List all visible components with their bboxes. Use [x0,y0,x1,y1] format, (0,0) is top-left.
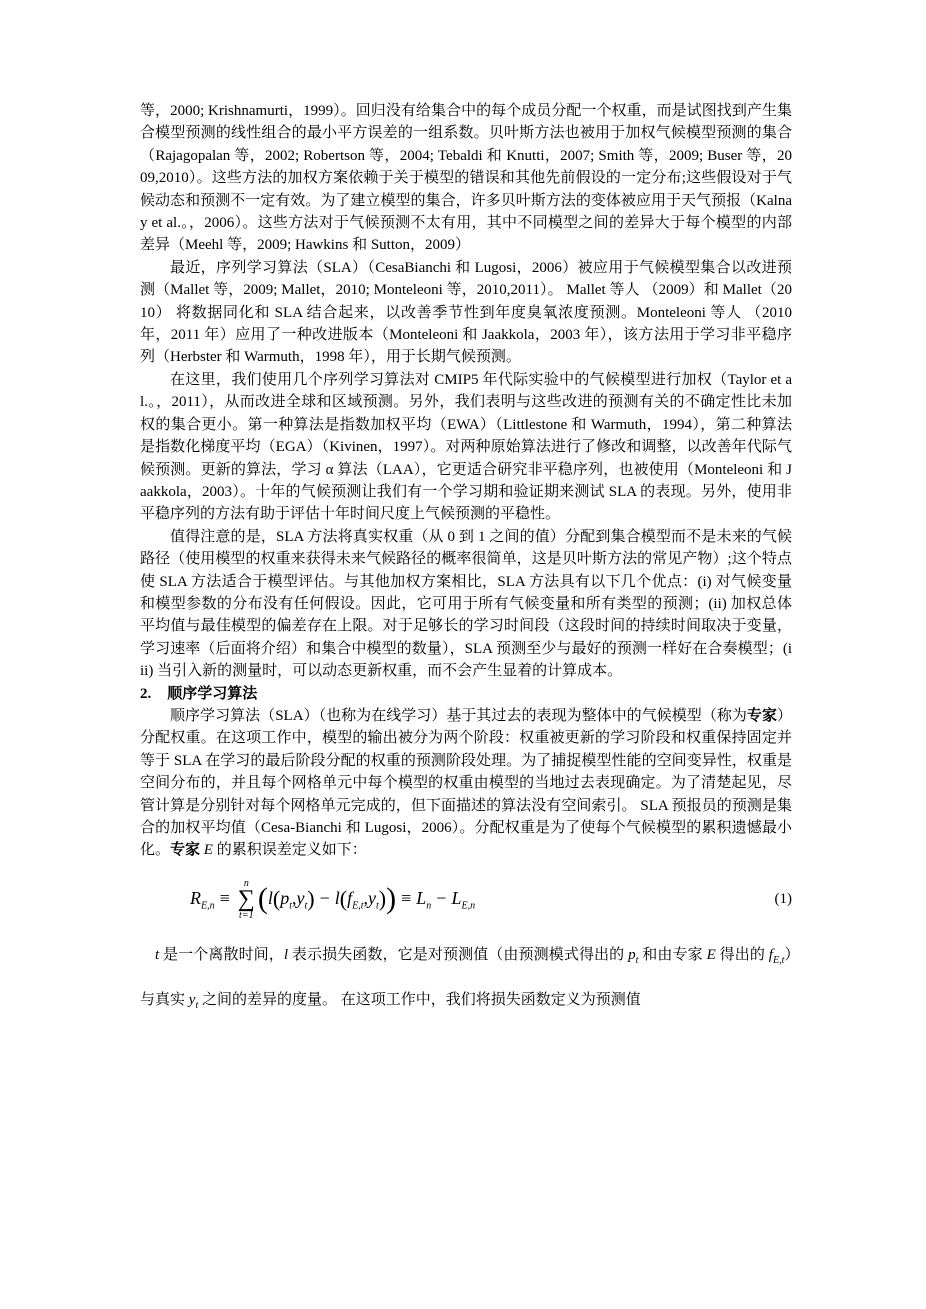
math-comma: , [363,887,369,908]
section-title: 顺序学习算法 [167,685,258,702]
math-subscript: E,n [201,900,215,912]
paragraph [140,369,792,526]
inline-math: E [203,842,213,859]
emphasis-text: 专家 [170,842,201,859]
inline-math: E [706,947,716,964]
paragraph [140,526,792,683]
text-run: ）分配权重。在这项工作中，模型的输出被分为两个阶段：权重被更新的学习阶段和权重保持固定并等于 SLA 在学习的最后阶段分配的权重的预测阶段处理。为了捕捉模型性能的空间变异性，权重是空间分布的，并且每个网格单元中每个模型的权重由模型的当地过去表现确定。为了清楚起见，尽管计算是分别针对每个网格单元完成的，但下面描述的算法没有空间索引。 SLA 预报员的预测是集合的加权平均值（Cesa-Bianchi 和 Lugosi，2006）。分配权重是为了使每个气候模型的累积遗憾最小化。 [140,707,792,859]
text-run: 和由专家 [638,947,707,964]
inline-math: $y_t$ [188,992,199,1012]
inline-math: $f_{E,t}$ [768,947,785,967]
equation: $R_{E,n}$ ≡ n ∑ t=1 $(l(p_t,y_t) - l(f_{E,t},y_t)) \equiv L_n - L_{E,n}$ [190,877,476,922]
text-run: 最近，序列学习算法（SLA）（CesaBianchi 和 Lugosi，2006）被应用于气候模型集合以改进预测（Mallet 等，2009; Mallet，2010; Monteleoni 等，2010,2011）。 Mallet 等人 （2009）和 Mallet（2010） 将数据同化和 SLA 结合起来，以改善季节性到年度臭氧浓度预测。Monteleoni 等人 （2010 年，2011 年）应用了一种改进版本（Monteleoni 和 Jaakkola，2003 年），该方法用于学习非平稳序列（Herbster 和 Warmuth，1998 年），用于长期气候预测。 [140,259,792,366]
text-run: 之间的差异的度量。 在这项工作中，我们将损失函数定义为预测值 [198,992,641,1009]
summation [238,878,255,922]
math-subscript: E,t [772,955,785,967]
math-subscript: E,n [461,900,476,912]
section-heading [140,683,792,705]
math-variable: l [334,887,340,908]
text-run: 顺序学习算法（SLA）（也称为在线学习）基于其过去的表现为整体中的气候模型（称为 [170,707,747,724]
text-run: 表示损失函数，它是对预测值（由预测模式得出的 [288,947,629,964]
math-operator: ≡ [401,887,412,908]
math-variable: L [416,887,427,908]
math-subscript: t [289,900,292,912]
paragraph [140,257,792,369]
text-run: ）与真实 [140,947,792,1009]
math-operator: ≡ [219,887,230,908]
text-run: 值得注意的是，SLA 方法将真实权重（从 0 到 1 之间的值）分配到集合模型而不是未来的气候路径（使用模型的权重来获得未来气候路径的概率很简单，这是贝叶斯方法的常见产物）;这个特点使 SLA 方法适合于模型评估。与其他加权方案相比，SLA 方法具有以下几个优点：(i) 对气候变量和模型参数的分布没有任何假设。因此，它可用于所有气候变量和所有类型的预测；(ii) 加权总体平均值与最佳模型的偏差存在上限。对于足够长的学习时间段（这段时间的持续时间取决于变量，学习速率（后面将介绍）和集合中模型的数量），SLA 预测至少与最好的预测一样好在合奏模型；(iii) 当引入新的测量时，可以动态更新权重，而不会产生显着的计算成本。 [140,528,792,680]
math-subscript: n [426,900,432,912]
math-variable: l [267,887,273,908]
text-run: 等，2000; Krishnamurti，1999）。回归没有给集合中的每个成员分配一个权重，而是试图找到产生集合模型预测的线性组合的最小平方误差的一组系数。贝叶斯方法也被用于加权气候模型预测的集合（Rajagopalan 等，2002; Robertson 等，2004; Tebaldi 和 Knutti，2007; Smith 等，2009; Buser 等，2009,2010）。这些方法的加权方案依赖于关于模型的错误和其他先前假设的一定分布;这些假设对于气候动态和预测不一定有效。为了建立模型的集合，许多贝叶斯方法的变体被应用于天气预报（Kalnay et al.。，2006）。这些方法对于气候预测不太有用，其中不同模型之间的差异大于每个模型的内部差异（Meehl 等，2009; Hawkins 和 Sutton，2009） [140,103,792,254]
math-subscript: t [376,900,379,912]
text-run: 的累积误差定义如下： [212,842,367,859]
math-variable: y [368,887,377,908]
paragraph [140,933,792,1023]
math-comma: , [292,887,297,908]
equation-number: (1) [774,891,792,908]
section-number: 2. [140,685,152,702]
math-variable: R [190,887,201,908]
text-run: 得出的 [715,947,769,964]
paragraph [140,100,792,257]
math-variable: L [451,887,462,908]
math-operator: − [436,887,447,908]
text-run: 在这里，我们使用几个序列学习算法对 CMIP5 年代际实验中的气候模型进行加权（Taylor et al.。，2011），从而改进全球和区域预测。另外，我们表明与这些改进的预测有关的不确定性比未加权的集合更小。第一种算法是指数加权平均（EWA）（Littlestone 和 Warmuth，1994），第二种算法是指数化梯度平均（EGA）（Kivinen，1997）。对两种原始算法进行了修改和调整，以改善年代际气候预测。更新的算法，学习 α 算法（LAA），它更适合研究非平稳序列，也被使用（Monteleoni 和 Jaakkola，2003）。十年的气候预测让我们有一个学习期和验证期来测试 SLA 的表现。另外，使用非平稳序列的方法有助于评估十年时间尺度上气候预测的平稳性。 [140,371,792,523]
text-run: 是一个离散时间， [159,947,284,964]
math-variable: f [347,887,353,908]
paragraph [140,705,792,862]
math-operator: − [319,887,330,908]
inline-math: t [155,947,160,964]
math-subscript: t [304,900,308,912]
sigma-symbol: ∑ [237,885,255,912]
emphasis-text: 专家 [746,707,777,724]
sum-lower-limit: t=1 [239,910,254,922]
document-content [140,100,792,1023]
inline-math: $p_t$ [628,947,639,967]
math-variable: p [280,887,290,908]
math-subscript: t [635,955,639,967]
math-variable: y [296,887,305,908]
math-subscript: E,t [352,900,364,912]
inline-math: l [283,947,289,964]
sum-upper-limit: n [243,877,249,889]
equation-block [140,878,792,922]
math-subscript: t [195,1000,199,1012]
